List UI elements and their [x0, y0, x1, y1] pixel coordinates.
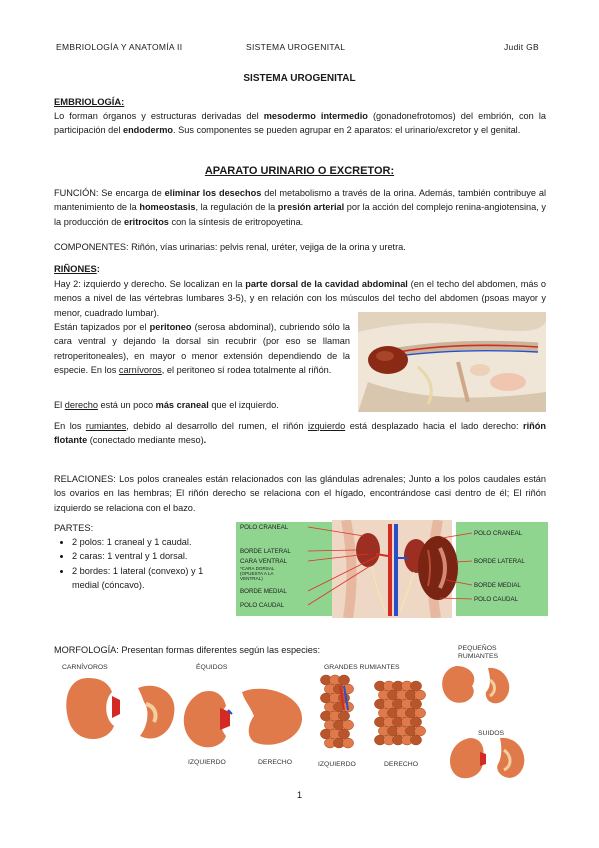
partes-label: PARTES [54, 522, 91, 533]
bold-run: homeostasis [139, 202, 196, 213]
parts-right-label: BORDE MEDIAL [474, 582, 521, 589]
text-run: : Los polos craneales están relacionados con las glándulas adrenales; Junto a los polos caudales están los ovarios en las hembras; El riñón derecho se relaciona con el hígado, encontrándose casi dentro de él; El riñón izquierdo se relaciona con el bazo. [54, 474, 546, 513]
rinones-paragraph-2 [54, 320, 350, 377]
parts-left-label: POLO CRANEAL [240, 524, 289, 531]
text-run: (conectado mediante meso) [87, 435, 204, 446]
hilum-suido [480, 752, 486, 766]
text-run: está un poco [97, 400, 156, 410]
hilum-carnivore-1 [112, 696, 120, 718]
kidney-lobe [338, 711, 349, 721]
header-right: Judit GB [504, 42, 539, 52]
text-run: con la síntesis de eritropoyetina. [168, 216, 304, 227]
embriologia-paragraph [54, 109, 546, 138]
morphology-drawing [54, 640, 546, 780]
parts-left-label: *CARA DORSAL [240, 566, 275, 571]
kidney-lobe [410, 735, 421, 745]
underline-run: carnívoros [118, 364, 162, 375]
bold-run: parte dorsal de la cavidad abdominal [245, 279, 408, 289]
partes-item: • 2 bordes: 1 lateral (convexo) y 1 medial (cóncavo). [72, 564, 232, 593]
section-title: APARATO URINARIO O EXCRETOR: [204, 165, 395, 177]
label-equidos: ÉQUIDOS [196, 664, 228, 671]
kidney-lobe [414, 726, 425, 736]
text-run: (gonadonefrotomos) del embrión, con la participación del [54, 111, 546, 136]
partes-item: • 2 caras: 1 ventral y 1 dorsal. [72, 549, 232, 563]
kidney-pequeno-2 [486, 668, 509, 703]
partes-item: • 2 polos: 1 craneal y 1 caudal. [72, 535, 232, 549]
parts-left-label: POLO CAUDAL [240, 602, 285, 609]
kidney-lobe [338, 675, 349, 685]
label-derecho-2: DERECHO [384, 761, 418, 768]
text-run: está desplazado hacia el lado derecho: [345, 421, 524, 431]
kidney-lobe [342, 720, 353, 730]
parts-right-label: BORDE LATERAL [474, 558, 525, 565]
label-izquierdo-2: IZQUIERDO [318, 761, 356, 768]
text-run: Están tapizados por el [54, 322, 150, 332]
text-run: En los [54, 421, 86, 431]
parts-left-label: VENTRAL) [240, 576, 263, 581]
bovine-right-kidney [374, 681, 425, 745]
embriologia-section [54, 96, 546, 138]
parts-right-label: POLO CRANEAL [474, 530, 523, 537]
kidney-lobe [342, 738, 353, 748]
kidney-pequeno-1 [442, 666, 474, 703]
text-run: : Riñón, vías urinarias: pelvis renal, uréter, vejiga de la orina y uretra. [125, 242, 406, 252]
parts-left-label: CARA VENTRAL [240, 558, 288, 565]
text-run: que el izquierdo. [208, 400, 279, 410]
partes-section [54, 522, 232, 592]
componentes-label: COMPONENTES [54, 242, 126, 252]
dissection-illustration [358, 312, 546, 412]
page-title: SISTEMA UROGENITAL [243, 73, 356, 84]
rinones-paragraph-4 [54, 419, 546, 448]
kidney-lobe [414, 690, 425, 700]
text-run: , el peritoneo sí rodea totalmente al riñón. [161, 364, 332, 375]
kidney-parts-figure [236, 520, 548, 618]
kidney-equino-derecho [242, 689, 302, 745]
kidney-carnivore-1 [66, 678, 114, 739]
funcion-paragraph [54, 186, 546, 229]
text-run: : Presentan formas diferentes según las especies: [116, 645, 321, 655]
kidney-lobe [410, 699, 421, 709]
header-left: EMBRIOLOGÍA Y ANATOMÍA II [56, 42, 183, 52]
relaciones-paragraph [54, 472, 546, 515]
rinones-colon: : [96, 263, 100, 274]
bold-run: presión arterial [277, 202, 345, 213]
text-run: . Sus componentes se pueden agrupar en 2 aparatos: el urinario/excretor y el genital. [172, 125, 521, 136]
kidney-lobe [338, 729, 349, 739]
parts-right-label: POLO CAUDAL [474, 596, 519, 603]
bold-run: eliminar los desechos [164, 188, 262, 198]
underline-run: derecho [64, 400, 98, 410]
partes-list [54, 535, 232, 592]
parts-left-label: (OPUESTA A LA [240, 571, 274, 576]
parts-left-label: BORDE LATERAL [240, 548, 291, 555]
text-run: Hay 2: izquierdo y derecho. Se localizan en la [54, 279, 246, 289]
underline-run: izquierdo [307, 421, 346, 431]
bold-run: riñón flotante [54, 421, 546, 446]
text-run: del metabolismo a través de la orina. Además, también contribuye al mantenimiento de la [54, 188, 546, 213]
rinones-heading-text: RIÑONES [54, 263, 97, 274]
componentes-paragraph [54, 240, 546, 254]
text-run: (en el techo del abdomen, más o menos a nivel de las vértebras lumbares 3-5), y en relación con los músculos del techo del abdomen (psoas mayor y menor, cuadrado lumbar). [54, 279, 546, 318]
kidney-lobe [410, 681, 421, 691]
text-run: (serosa abdominal), cubriendo sólo la cara ventral y dejando la dorsal sin recubrir (por eso se llaman retroperitoneales), en mayor o menor extensión dependiendo de la especie. En los [54, 322, 351, 375]
rinones-heading [54, 263, 100, 274]
bold-run: eritrocitos [123, 216, 169, 227]
text-run: , la regulación de la [195, 202, 278, 213]
label-derecho-1: DERECHO [258, 759, 292, 766]
kidney-lobe [338, 693, 349, 703]
bovine-left-kidney [320, 675, 353, 748]
label-izquierdo-1: IZQUIERDO [188, 759, 226, 766]
page-number: 1 [296, 790, 303, 801]
text-run: por la acción del complejo renina-angiotensina, y la producción de [54, 202, 546, 227]
morfologia-label: MORFOLOGÍA [54, 645, 117, 655]
kidney-equino-izquierdo [184, 691, 226, 747]
bold-run: mesodermo intermedio [263, 111, 368, 121]
label-grandes-rumiantes: GRANDES RUMIANTES [324, 664, 400, 671]
bold-run: peritoneo [149, 322, 192, 332]
rinones-paragraph-3 [54, 398, 350, 412]
funcion-label: FUNCIÓN [54, 188, 96, 198]
label-carnivoros: CARNÍVOROS [62, 664, 108, 671]
label-suidos: SUIDOS [478, 730, 505, 737]
bold-run: . [203, 435, 207, 446]
embriologia-heading: EMBRIOLOGÍA: [54, 96, 125, 107]
text-run: El [54, 400, 65, 410]
partes-heading [54, 522, 232, 533]
text-run: : Se encarga de [95, 188, 165, 198]
text-run: Lo forman órganos y estructuras derivadas del [54, 111, 264, 121]
partes-colon: : [90, 522, 94, 533]
underline-run: rumiantes [85, 421, 127, 431]
label-pequenos-2: RUMIANTES [458, 653, 499, 660]
relaciones-label: RELACIONES [54, 474, 114, 484]
bold-run: endodermo [122, 125, 173, 136]
kidney-parts-drawing [236, 520, 548, 618]
bold-run: más craneal [155, 400, 209, 410]
kidney-suido-1 [450, 738, 483, 778]
kidney-lobe [414, 708, 425, 718]
parts-left-label: BORDE MEDIAL [240, 588, 287, 595]
morphology-figure [54, 640, 546, 780]
label-pequenos-1: PEQUEÑOS [458, 645, 497, 652]
dissection-drawing [358, 312, 546, 412]
text-run: , debido al desarrollo del rumen, el riñón [126, 421, 308, 431]
header-center: SISTEMA UROGENITAL [246, 42, 346, 52]
kidney-lobe [410, 717, 421, 727]
